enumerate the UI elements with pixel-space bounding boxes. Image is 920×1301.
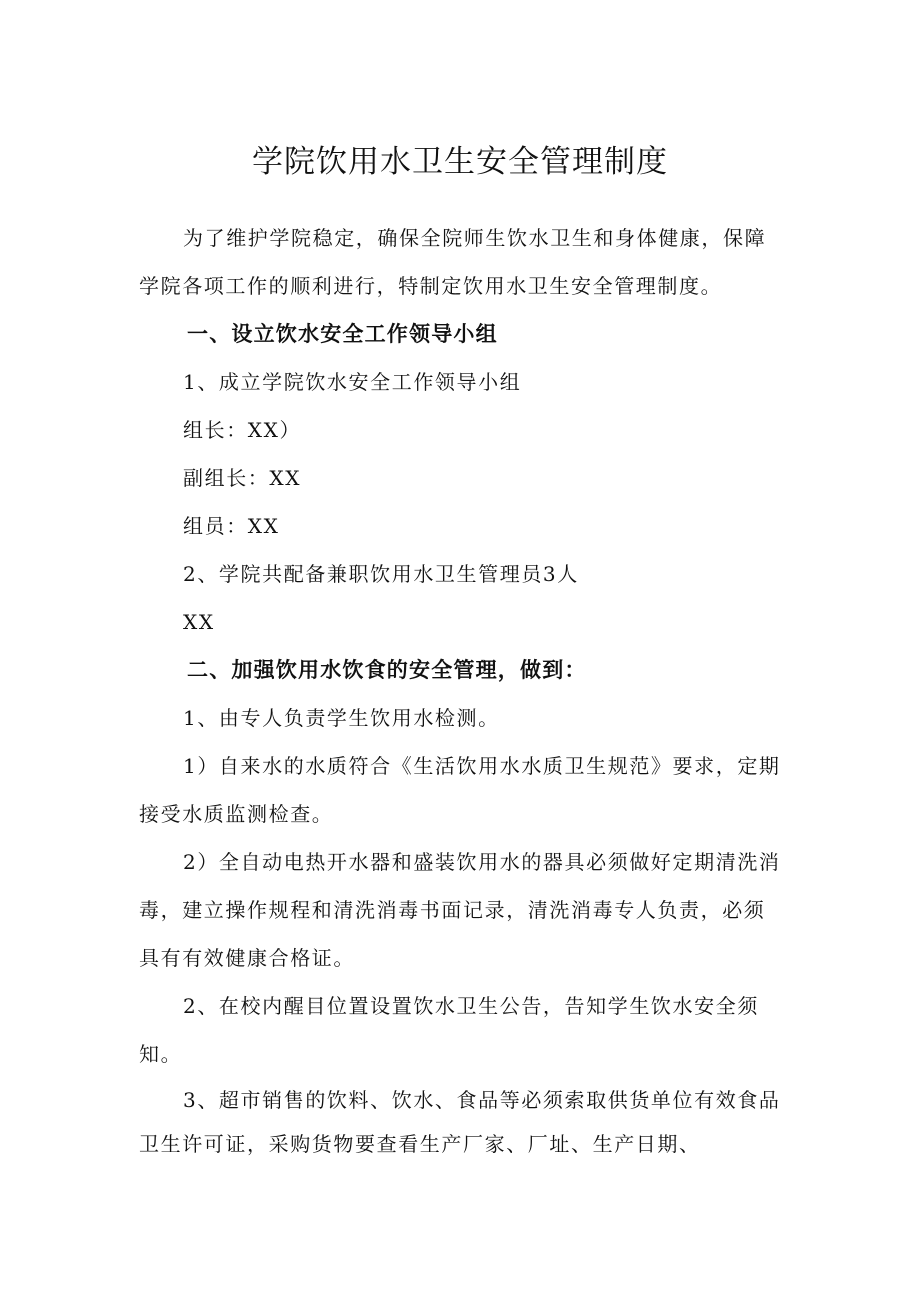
section2-item-3: 3、超市销售的饮料、饮水、食品等必须索取供货单位有效食品卫生许可证，采购货物要查看生产厂家、厂址、生产日期、: [139, 1088, 781, 1156]
section2-subitem-1: 1）自来水的水质符合《生活饮用水水质卫生规范》要求，定期接受水质监测检查。: [139, 754, 781, 826]
document-title: 学院饮用水卫生安全管理制度: [252, 144, 668, 180]
section2-subitem-2: 2）全自动电热开水器和盛装饮用水的器具必须做好定期清洗消毒，建立操作规程和清洗消毒书面记录，清洗消毒专人负责，必须具有有效健康合格证。: [139, 850, 781, 970]
section2-item-1: 1、由专人负责学生饮用水检测。: [183, 706, 500, 730]
members-line: 组员：XX: [183, 514, 280, 538]
intro-paragraph: 为了维护学院稳定，确保全院师生饮水卫生和身体健康，保障学院各项工作的顺利进行，特制定饮用水卫生安全管理制度。: [139, 226, 767, 298]
section-heading-2: 二、加强饮用水饮食的安全管理，做到：: [187, 658, 587, 682]
leader-line: 组长：XX）: [183, 418, 302, 442]
section1-item-2: 2、学院共配备兼职饮用水卫生管理员3人: [183, 562, 579, 586]
section1-item-1: 1、成立学院饮水安全工作领导小组: [183, 370, 522, 394]
water-administrators-names: XX: [183, 610, 215, 634]
section-heading-1: 一、设立饮水安全工作领导小组: [187, 322, 498, 346]
section2-item-2: 2、在校内醒目位置设置饮水卫生公告，告知学生饮水安全须知。: [139, 994, 759, 1066]
document-body: [139, 214, 785, 1166]
deputy-leader-line: 副组长：XX: [183, 466, 302, 490]
